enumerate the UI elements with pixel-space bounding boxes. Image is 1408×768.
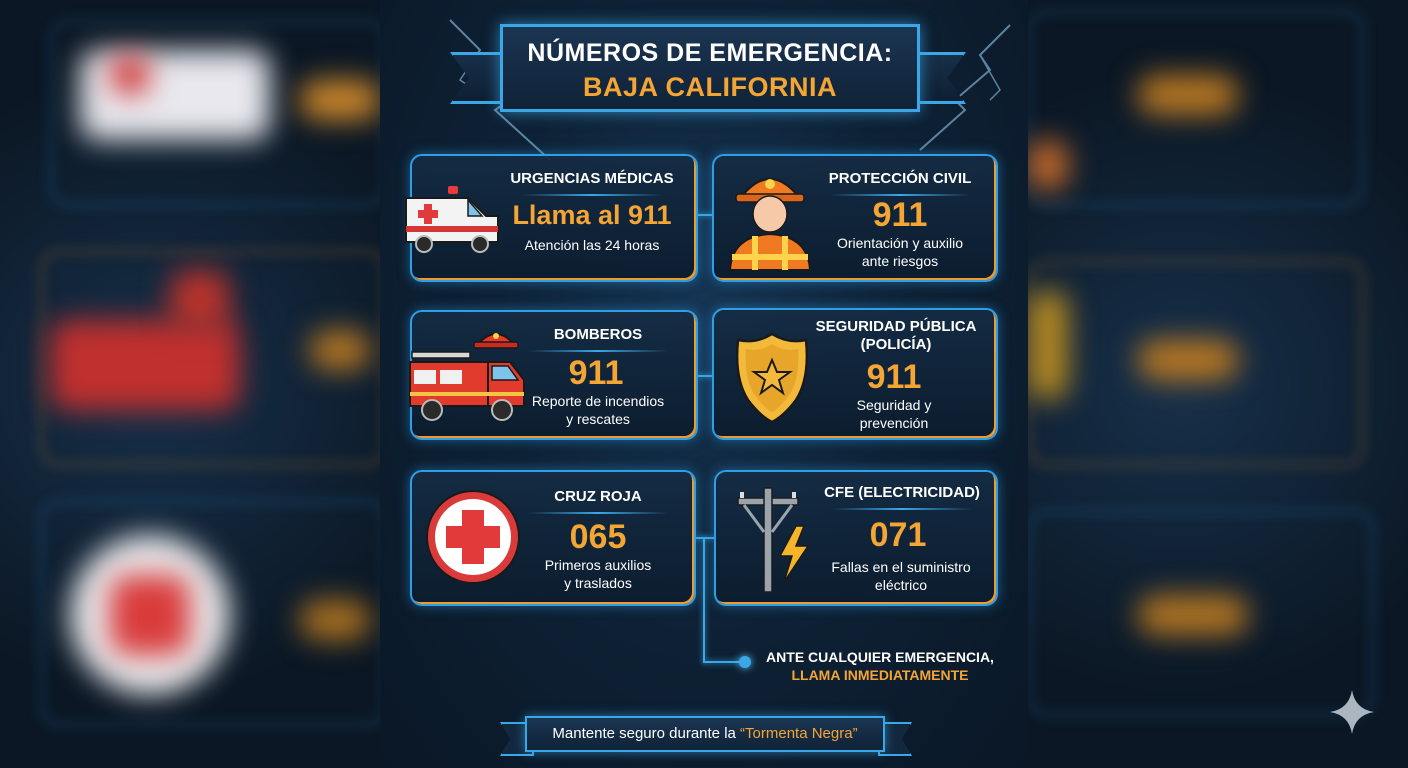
page-title: NÚMEROS DE EMERGENCIA: xyxy=(527,39,893,67)
card-title: CFE (ELECTRICIDAD) xyxy=(824,484,980,501)
civil-protection-worker-icon xyxy=(724,162,816,272)
connector-line xyxy=(703,661,743,663)
card-description: Atención las 24 horas xyxy=(524,237,660,253)
card-description-line2: ante riesgos xyxy=(861,253,939,269)
card-description-line1: Fallas en el suministro xyxy=(831,559,971,575)
divider xyxy=(528,350,668,352)
card-description-line1: Primeros auxilios xyxy=(544,557,652,573)
card-cfe-electricidad xyxy=(714,470,998,606)
card-number-prefix: Llama al xyxy=(512,200,628,230)
card-number: 911 xyxy=(866,358,922,396)
card-number: 071 xyxy=(869,516,927,554)
notice-line2: LLAMA INMEDIATAMENTE xyxy=(791,667,969,683)
divider xyxy=(832,508,972,510)
footer-text: Mantente seguro durante la xyxy=(552,725,741,742)
card-title-line2: (POLICÍA) xyxy=(860,336,932,353)
card-proteccion-civil xyxy=(712,154,998,282)
card-description-line1: Reporte de incendios xyxy=(531,393,665,409)
emergency-numbers-poster xyxy=(380,0,1028,768)
notice-line1: ANTE CUALQUIER EMERGENCIA, xyxy=(766,649,994,665)
sparkle-icon xyxy=(1328,688,1376,736)
divider xyxy=(522,194,662,196)
card-description-line2: eléctrico xyxy=(874,577,928,593)
page-subtitle: BAJA CALIFORNIA xyxy=(583,72,837,102)
card-number: 065 xyxy=(569,518,627,556)
card-description-line2: y rescates xyxy=(566,411,630,427)
card-description-line2: prevención xyxy=(859,415,929,431)
card-number-value: 911 xyxy=(628,200,672,230)
footer-storm-name: “Tormenta Negra” xyxy=(740,725,858,742)
blurred-background-right xyxy=(1028,0,1408,768)
card-bomberos xyxy=(410,310,698,440)
card-description-line1: Seguridad y xyxy=(856,397,932,413)
card-title: URGENCIAS MÉDICAS xyxy=(510,170,674,187)
card-title: BOMBEROS xyxy=(553,326,643,343)
connector-line xyxy=(703,537,705,663)
card-title: CRUZ ROJA xyxy=(554,488,642,505)
card-number: 911 xyxy=(568,354,624,392)
connector-dot xyxy=(739,656,751,668)
card-description-line2: y traslados xyxy=(564,575,632,591)
card-number: 911 xyxy=(872,196,928,234)
card-seguridad-publica xyxy=(712,308,998,440)
ambulance-icon xyxy=(402,182,506,258)
power-pole-icon xyxy=(730,482,816,594)
emergency-notice xyxy=(760,648,1000,684)
card-number xyxy=(502,200,682,231)
police-badge-icon xyxy=(732,330,812,424)
title-banner xyxy=(500,24,920,112)
divider xyxy=(528,512,668,514)
blurred-background-left xyxy=(0,0,380,768)
footer-banner xyxy=(525,716,885,752)
card-urgencias-medicas xyxy=(410,154,698,282)
card-title: PROTECCIÓN CIVIL xyxy=(828,170,972,187)
card-cruz-roja xyxy=(410,470,696,606)
card-description-line1: Orientación y auxilio xyxy=(836,235,964,251)
card-title-line1: SEGURIDAD PÚBLICA xyxy=(815,318,977,335)
